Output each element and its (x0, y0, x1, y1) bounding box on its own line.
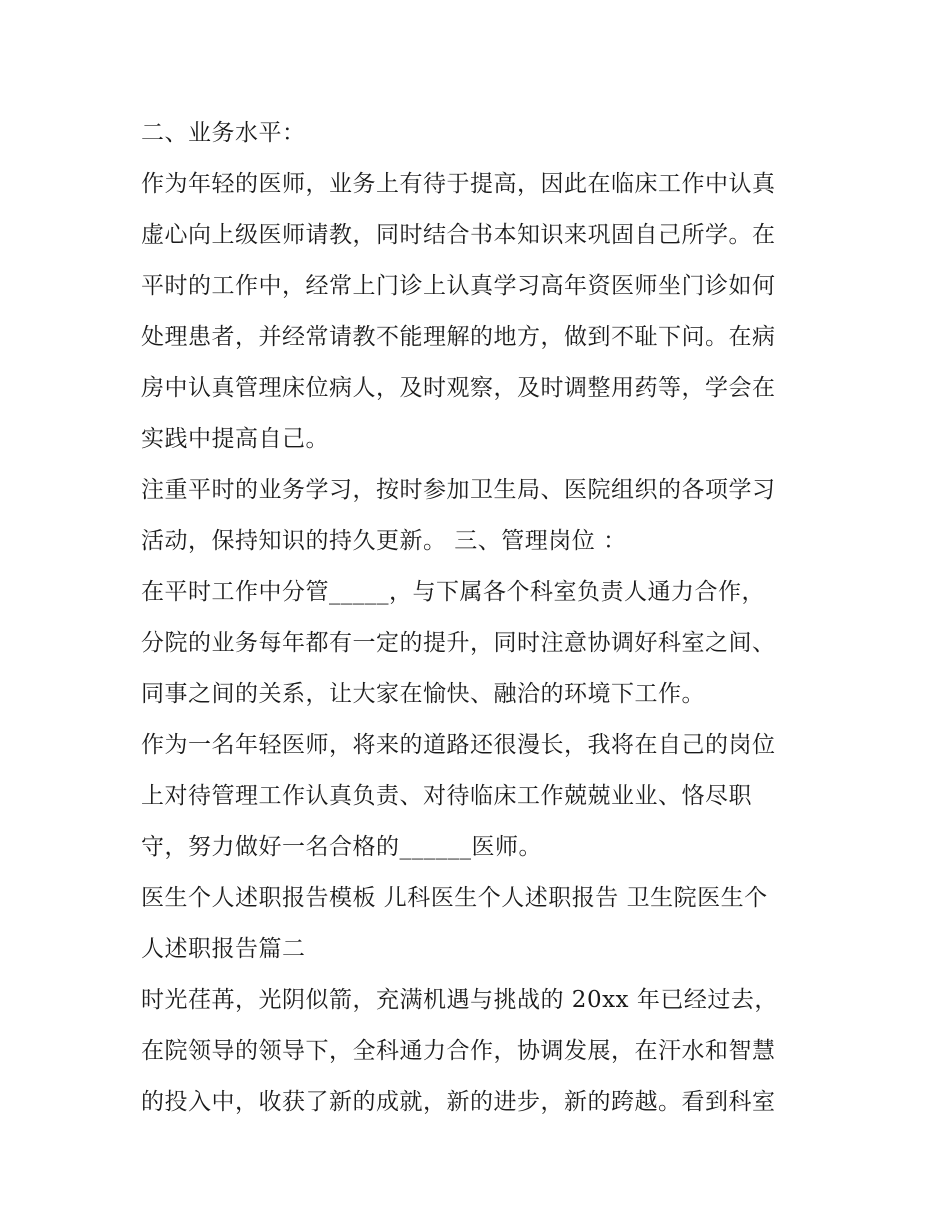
paragraph-line: 作为一名年轻医师，将来的道路还很漫长，我将在自己的岗位 (141, 732, 776, 758)
paragraph-line: 房中认真管理床位病人，及时观察，及时调整用药等，学会在 (141, 375, 776, 401)
article-title-line: 医生个人述职报告模板 儿科医生个人述职报告 卫生院医生个 (141, 885, 768, 911)
document-body (141, 108, 831, 1128)
paragraph-line: 的投入中，收获了新的成就，新的进步，新的跨越。看到科室 (141, 1089, 776, 1115)
paragraph-line: 注重平时的业务学习，按时参加卫生局、医院组织的各项学习 (141, 477, 776, 503)
paragraph-line: 时光荏苒，光阴似箭，充满机遇与挑战的 20xx 年已经过去， (141, 987, 778, 1013)
paragraph-line: 同事之间的关系，让大家在愉快、融洽的环境下工作。 (141, 681, 705, 707)
paragraph-line: 作为年轻的医师，业务上有待于提高，因此在临床工作中认真 (141, 171, 776, 197)
paragraph-line: 守，努力做好一名合格的______医师。 (141, 834, 542, 860)
paragraph-line: 分院的业务每年都有一定的提升，同时注意协调好科室之间、 (141, 630, 776, 656)
paragraph-line: 活动，保持知识的持久更新。 三、管理岗位 ： (141, 528, 627, 554)
paragraph-line: 实践中提高自己。 (141, 426, 329, 452)
article-title-line: 人述职报告篇二 (141, 936, 306, 962)
paragraph-line: 在院领导的领导下，全科通力合作，协调发展，在汗水和智慧 (141, 1038, 776, 1064)
paragraph-line: 在平时工作中分管_____，与下属各个科室负责人通力合作， (141, 579, 765, 605)
paragraph-line: 虚心向上级医师请教，同时结合书本知识来巩固自己所学。在 (141, 222, 776, 248)
paragraph-line: 平时的工作中，经常上门诊上认真学习高年资医师坐门诊如何 (141, 273, 776, 299)
section-heading-business-level: 二、业务水平： (141, 120, 306, 146)
paragraph-line: 处理患者，并经常请教不能理解的地方，做到不耻下问。在病 (141, 324, 776, 350)
paragraph-line: 上对待管理工作认真负责、对待临床工作兢兢业业、恪尽职 (141, 783, 752, 809)
